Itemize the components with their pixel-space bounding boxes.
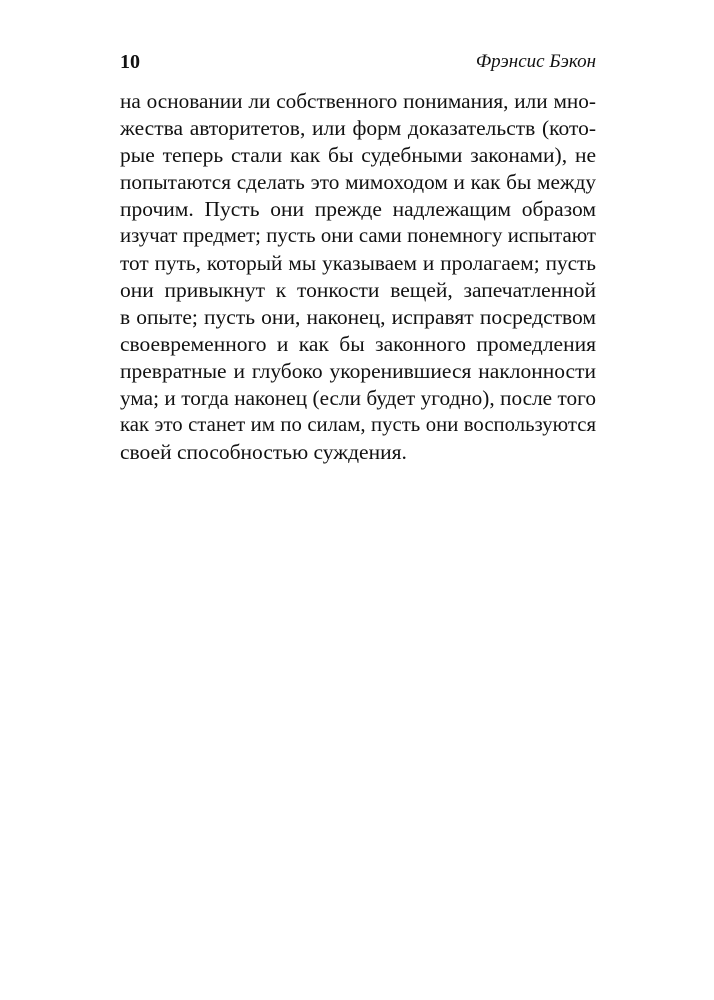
page-number: 10 xyxy=(120,51,140,73)
text-line: прочим. Пусть они прежде надлежащим образом xyxy=(120,197,596,221)
text-line: изучат предмет; пусть они сами понемногу испытают xyxy=(120,225,596,247)
text-line: в опыте; пусть они, наконец, исправят посредством xyxy=(120,305,596,329)
text-line: как это станет им по силам, пусть они воспользуются xyxy=(120,414,596,436)
text-line: превратные и глубоко укоренившиеся наклонности xyxy=(120,359,596,383)
text-line: своевременного и как бы законного промедления xyxy=(120,332,596,356)
body-text xyxy=(120,88,596,466)
text-line: попытаются сделать это мимоходом и как бы между xyxy=(120,170,596,194)
text-line: ума; и тогда наконец (если будет угодно), после того xyxy=(120,386,596,410)
text-line: своей способностью суждения. xyxy=(120,440,407,464)
text-line: тот путь, который мы указываем и пролагаем; пусть xyxy=(120,251,596,275)
text-line: жества авторитетов, или форм доказательств (кото- xyxy=(120,116,596,140)
text-line: рые теперь стали как бы судебными законами), не xyxy=(120,143,596,167)
running-head-author: Фрэнсис Бэкон xyxy=(475,51,596,72)
text-line: на основании ли собственного понимания, или мно- xyxy=(120,89,596,113)
page-header xyxy=(120,50,596,78)
text-line: они привыкнут к тонкости вещей, запечатленной xyxy=(120,278,596,302)
